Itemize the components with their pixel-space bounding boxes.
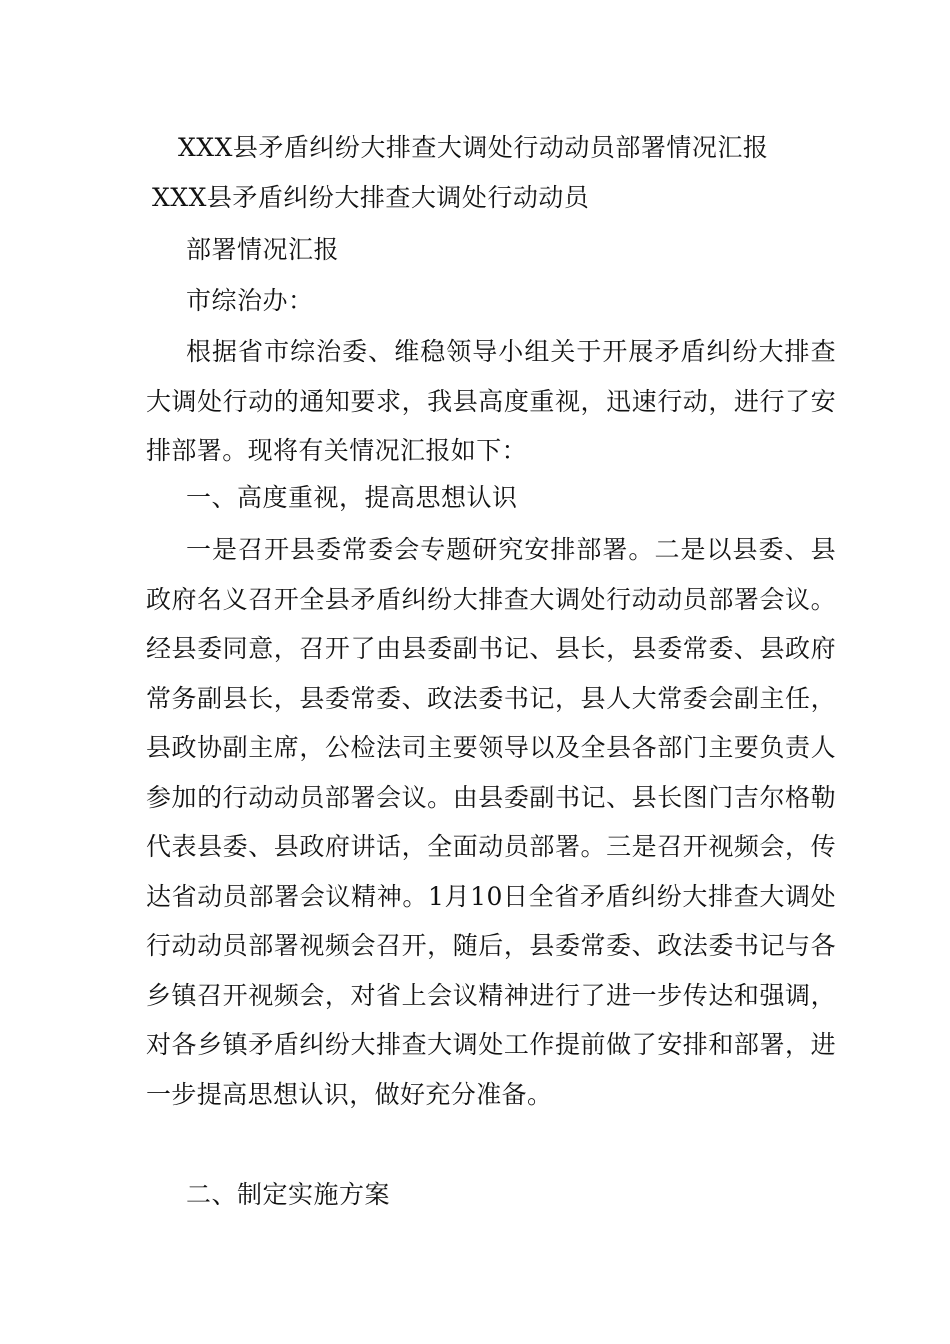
section-heading-1: 一、高度重视，提高思想认识 — [186, 483, 518, 512]
document-title: XXX县矛盾纠纷大排查大调处行动动员部署情况汇报 — [178, 133, 769, 162]
intro-paragraph: 根据省市综治委、维稳领导小组关于开展矛盾纠纷大排查大调处行动的通知要求，我县高度重视，迅速行动，进行了安排部署。现将有关情况汇报如下： — [146, 337, 836, 465]
section-1-paragraph: 一是召开县委常委会专题研究安排部署。二是以县委、县政府名义召开全县矛盾纠纷大排查大调处行动动员部署会议。经县委同意，召开了由县委副书记、县长，县委常委、县政府常务副县长，县委常委、政法委书记，县人大常委会副主任，县政协副主席，公检法司主要领导以及全县各部门主要负责人参加的行动动员部署会议。由县委副书记、县长图门吉尔格勒代表县委、县政府讲话，全面动员部署。三是召开视频会，传达省动员部署会议精神。1月10日全省矛盾纠纷大排查大调处行动动员部署视频会召开，随后，县委常委、政法委书记与各乡镇召开视频会，对省上会议精神进行了进一步传达和强调，对各乡镇矛盾纠纷大排查大调处工作提前做了安排和部署，进一步提高思想认识，做好充分准备。 — [146, 535, 836, 1109]
document-subtitle-line-2: 部署情况汇报 — [186, 235, 340, 264]
section-heading-2: 二、制定实施方案 — [186, 1180, 391, 1209]
document-subtitle-line-1: XXX县矛盾纠纷大排查大调处行动动员 — [152, 183, 590, 212]
recipient-line: 市综治办： — [186, 286, 314, 315]
